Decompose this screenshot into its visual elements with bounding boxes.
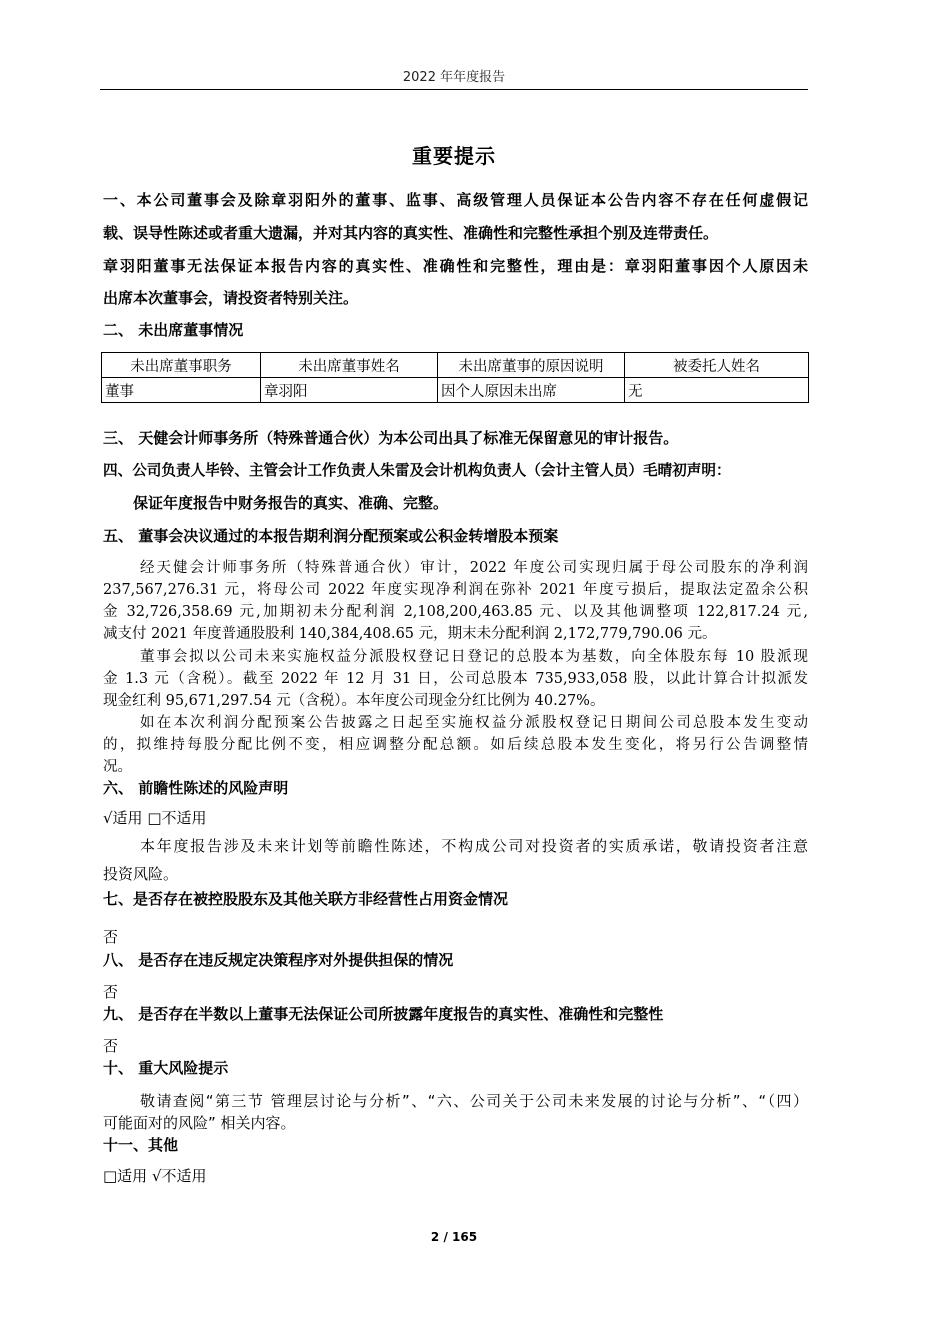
section5-p1-line3: 金 32,726,358.69 元,加期初未分配利润 2,108,200,463.85 元、以及其他调整项 122,817.24 元, (103, 604, 808, 620)
page-title: 重要提示 (412, 144, 496, 168)
table-header-cell: 被委托人姓名 (625, 353, 809, 378)
table-cell: 因个人原因未出席 (438, 378, 625, 403)
section5-p3-line2: 的，拟维持每股分配比例不变，相应调整分配总额。如后续总股本发生变化，将另行公告调整情 (103, 737, 808, 753)
absent-directors-table (101, 352, 809, 403)
section5-p1-line1: 经天健会计师事务所（特殊普通合伙）审计，2022 年度公司实现归属于母公司股东的净利润 (140, 560, 808, 576)
section6-line1: 本年度报告涉及未来计划等前瞻性陈述，不构成公司对投资者的实质承诺，敬请投资者注意 (140, 837, 808, 855)
table-header-cell: 未出席董事姓名 (261, 353, 438, 378)
section5-heading: 五、 董事会决议通过的本报告期利润分配预案或公积金转增股本预案 (103, 527, 559, 545)
section5-p1-line2: 237,567,276.31 元，将母公司 2022 年度实现净利润在弥补 2021 年度亏损后，提取法定盈余公积 (103, 582, 808, 598)
section4-line1: 四、公司负责人毕铃、主管会计工作负责人朱雷及会计机构负责人（会计主管人员）毛晴初声明： (103, 462, 731, 479)
section6-heading: 六、 前瞻性陈述的风险声明 (103, 779, 289, 797)
section9-answer: 否 (103, 1037, 119, 1055)
section7-answer: 否 (103, 928, 119, 946)
section8-answer: 否 (103, 983, 119, 1001)
table-row (102, 378, 809, 403)
table-header-cell: 未出席董事职务 (102, 353, 261, 378)
section1-line4: 出席本次董事会，请投资者特别关注。 (103, 289, 359, 307)
table-header-cell: 未出席董事的原因说明 (438, 353, 625, 378)
header-rule (100, 89, 808, 90)
section1-line2: 载、误导性陈述或者重大遗漏，并对其内容的真实性、准确性和完整性承担个别及连带责任。 (103, 224, 719, 242)
section7-heading: 七、是否存在被控股股东及其他关联方非经营性占用资金情况 (103, 890, 509, 908)
section5-p2-line3: 现金红利 95,671,297.54 元（含税）。本年度公司现金分红比例为 40.27%。 (103, 693, 605, 709)
section1-line1: 一、本公司董事会及除章羽阳外的董事、监事、高级管理人员保证本公告内容不存在任何虚假记 (103, 191, 808, 209)
section6-line2: 投资风险。 (103, 865, 179, 883)
section5-p3-line1: 如在本次利润分配预案公告披露之日起至实施权益分派股权登记日期间公司总股本发生变动 (140, 715, 808, 731)
table-cell: 董事 (102, 378, 261, 403)
section2-heading: 二、 未出席董事情况 (103, 321, 244, 339)
section5-p3-line3: 况。 (103, 759, 132, 775)
section5-p1-line4: 减支付 2021 年度普通股股利 140,384,408.65 元，期末未分配利润 2,172,779,790.06 元。 (103, 626, 717, 642)
section5-p2-line1: 董事会拟以公司未来实施权益分派股权登记日登记的总股本为基数，向全体股东每 10 股派现 (140, 649, 808, 665)
section11-options: □适用 √不适用 (103, 1167, 207, 1185)
section10-line2: 可能面对的风险” 相关内容。 (103, 1114, 296, 1132)
table-header-row (102, 353, 809, 378)
table-cell: 无 (625, 378, 809, 403)
section9-heading: 九、 是否存在半数以上董事无法保证公司所披露年度报告的真实性、准确性和完整性 (103, 1005, 664, 1023)
section6-options: √适用 □不适用 (103, 809, 207, 827)
section11-heading: 十一、其他 (103, 1136, 179, 1154)
table-cell: 章羽阳 (261, 378, 438, 403)
section4-line2: 保证年度报告中财务报告的真实、准确、完整。 (133, 494, 449, 512)
section10-line1: 敬请查阅“第三节 管理层讨论与分析”、“六、公司关于公司未来发展的讨论与分析”、“（四） (140, 1092, 808, 1110)
section5-p2-line2: 金 1.3 元（含税）。截至 2022 年 12 月 31 日，公司总股本 735,933,058 股，以此计算合计拟派发 (103, 671, 808, 687)
section3-text: 三、 天健会计师事务所（特殊普通合伙）为本公司出具了标准无保留意见的审计报告。 (103, 429, 679, 447)
section1-line3: 章羽阳董事无法保证本报告内容的真实性、准确性和完整性，理由是：章羽阳董事因个人原因未 (103, 257, 808, 275)
page-header: 2022 年年度报告 (402, 70, 506, 85)
section8-heading: 八、 是否存在违反规定决策程序对外提供担保的情况 (103, 951, 454, 969)
page-number: 2 / 165 (430, 1230, 478, 1244)
section10-heading: 十、 重大风险提示 (103, 1059, 229, 1077)
